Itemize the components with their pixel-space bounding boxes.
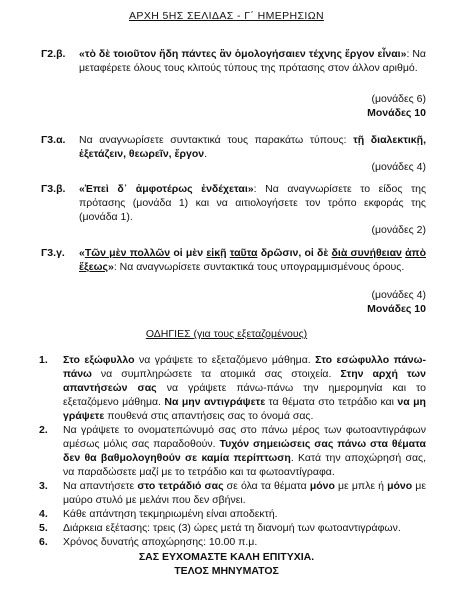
marks-label: (μονάδες 4) (371, 289, 426, 301)
question-text: Να αναγνωρίσετε συντακτικά τους παρακάτω τύπους: (79, 134, 354, 146)
question-g3a (41, 133, 426, 161)
footer-wish: ΣΑΣ ΕΥΧΟΜΑΣΤΕ ΚΑΛΗ ΕΠΙΤΥΧΙΑ. (138, 551, 315, 563)
marks-label: (μονάδες 6) (371, 93, 426, 105)
marks-total: Μονάδες 10 (367, 107, 426, 119)
instructions-title: ΟΔΗΓΙΕΣ (για τους εξεταζομένους) (145, 328, 308, 340)
page-header: ΑΡΧΗ 5ΗΣ ΣΕΛΙΔΑΣ - Γ΄ ΗΜΕΡΗΣΙΩΝ (129, 10, 324, 22)
question-body (79, 133, 426, 161)
question-text: : Να αναγνωρίσετε συντακτικά τους υπογραμμισμένους όρους. (113, 261, 405, 273)
greek-quote: «τὸ δὲ τοιοῦτον ἤδη πάντες ἂν ὁμολογήσαιεν τέχνης ἔργον εἶναι» (79, 48, 407, 60)
question-body (79, 47, 426, 75)
marks-total: Μονάδες 10 (367, 303, 426, 315)
greek-terms: τῇ διαλεκτικῇ, ἐξετάζειν, θεωρεῖν, ἔργον (79, 134, 426, 160)
marks-label: (μονάδες 4) (371, 161, 426, 173)
list-item: 4. Κάθε απάντηση τεκμηριωμένη είναι αποδεκτή. (39, 508, 278, 520)
question-body (79, 182, 426, 224)
greek-quote: «Τῶν μὲν πολλῶν οἱ μὲν εἰκῇ ταῦτα δρῶσιν, οἱ δὲ διὰ συνήθειαν ἀπὸ ἕξεως» (79, 247, 427, 273)
question-text-end: . (204, 148, 207, 160)
question-text: : Να αναγνωρίσετε το είδος της πρότασης (μονάδα 1) και να αιτιολογήσετε τον τρόπο εκφοράς της (μονάδα 1). (79, 183, 427, 223)
question-number: Γ2.β. (41, 48, 66, 60)
list-item: 5. Διάρκεια εξέτασης: τρεις (3) ώρες μετά τη διανομή των φωτοαντιγράφων. (39, 522, 401, 534)
marks-label: (μονάδες 2) (371, 224, 426, 236)
question-number: Γ3.γ. (41, 247, 65, 259)
list-item: 3. Να απαντήσετε στο τετράδιό σας σε όλα τα θέματα μόνο με μπλε ή μόνο με μαύρο στυλό με μελάνι που δεν σβήνει. (39, 480, 426, 506)
question-g2b (41, 47, 426, 75)
question-number: Γ3.α. (41, 134, 66, 146)
question-number: Γ3.β. (41, 183, 66, 195)
question-g3b (41, 182, 426, 224)
question-g3c (41, 246, 426, 274)
list-item: 1. Στο εξώφυλλο να γράψετε το εξεταζόμενο μάθημα. Στο εσώφυλλο πάνω-πάνω να συμπληρώσετε τα ατομικά σας στοιχεία. Στην αρχή των απαντήσεών σας να γράψετε πάνω-πάνω την ημερομηνία και το εξεταζόμενο μάθημα. Να μην αντιγράψετε τα θέματα στο τετράδιο και να μη γράψετε πουθενά στις απαντήσεις σας το όνομά σας. (39, 354, 426, 422)
list-item: 6. Χρόνος δυνατής αποχώρησης: 10.00 π.μ. (39, 536, 258, 548)
list-item: 2. Να γράψετε το ονοματεπώνυμό σας στο πάνω μέρος των φωτοαντιγράφων αμέσως μόλις σας παραδοθούν. Τυχόν σημειώσεις σας πάνω στα θέματα δεν θα βαθμολογηθούν σε καμία περίπτωση. Κατά την αποχώρησή σας, να παραδώσετε μαζί με το τετράδιο και τα φωτοαντίγραφα. (39, 424, 426, 478)
question-text: : Να μεταφέρετε όλους τους κλιτούς τύπους της πρότασης στον άλλον αριθμό. (79, 48, 426, 74)
footer-end: ΤΕΛΟΣ ΜΗΝΥΜΑΤΟΣ (174, 565, 279, 577)
instructions-list (39, 353, 426, 549)
greek-quote: «Ἐπεὶ δ᾽ ἀμφοτέρως ἐνδέχεται» (79, 183, 254, 195)
question-body (79, 246, 426, 274)
